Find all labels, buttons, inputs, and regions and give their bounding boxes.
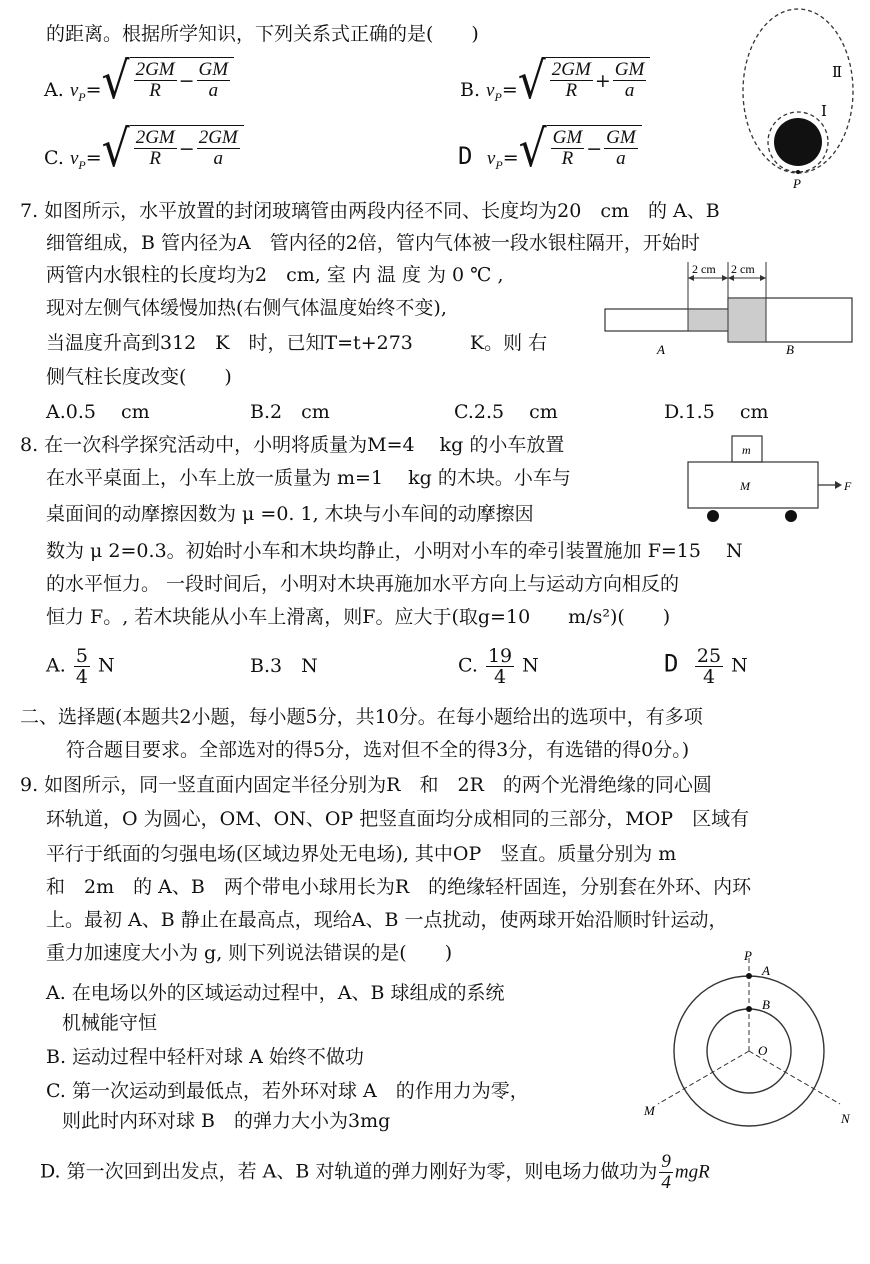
vp-subscript: P: [78, 89, 86, 104]
sqrt-sign: √: [101, 120, 130, 179]
vp-subscript: P: [494, 89, 502, 104]
option-text: A. 在电场以外的区域运动过程中，A、B 球组成的系统: [46, 982, 505, 1004]
frac-den: R: [561, 148, 574, 169]
label-a: A: [657, 342, 665, 357]
q6-option-c[interactable]: [44, 120, 244, 179]
frac-den: 4: [661, 1172, 671, 1193]
frac-den: a: [213, 148, 223, 169]
line-on: [749, 1051, 840, 1104]
unit: N: [516, 654, 539, 677]
frac-num: 25: [696, 645, 722, 667]
minus: −: [178, 69, 195, 92]
label-n: N: [841, 1111, 850, 1126]
q7-line-6: 侧气柱长度改变( ): [46, 366, 232, 388]
q8-cart-figure: [680, 430, 860, 530]
q8-option-a[interactable]: [46, 646, 115, 687]
q7-line-5: 当温度升高到312 K 时，已知T=t+273 K。则 右: [46, 332, 548, 354]
vp-symbol: v: [486, 80, 495, 101]
q9-option-d[interactable]: [40, 1152, 710, 1193]
sqrt-sign: √: [518, 120, 547, 179]
frac-num: 9: [661, 1151, 671, 1172]
section2-heading-cont: 符合题目要求。全部选对的得5分，选对但不全的得3分，有选错的得0分。): [66, 739, 690, 761]
frac-den: R: [565, 80, 578, 101]
label-p: P: [793, 176, 801, 191]
planet: [774, 118, 822, 166]
label-b: B: [786, 342, 794, 357]
q7-line-1: 7. 如图所示，水平放置的封闭玻璃管由两段内径不同、长度均为20 cm 的 A、B: [20, 200, 720, 222]
q9-line-4: 和 2m 的 A、B 两个带电小球用长为R 的绝缘轻杆固连，分别套在外环、内环: [46, 876, 752, 898]
q8-line-3: 桌面间的动摩擦因数为 μ =0. 1, 木块与小车间的动摩擦因: [46, 503, 534, 525]
frac-num: GM: [606, 127, 636, 148]
q8-option-d[interactable]: [664, 646, 748, 687]
q6-option-b[interactable]: [460, 52, 650, 111]
frac-num: 5: [75, 645, 88, 667]
q9-line-1: 9. 如图所示，同一竖直面内固定半径分别为R 和 2R 的两个光滑绝缘的同心圆: [20, 774, 712, 796]
dim-label-a: 2 cm: [692, 262, 716, 276]
frac-den: a: [616, 148, 626, 169]
frac-num: 2GM: [135, 127, 175, 148]
q9-line-5: 上。最初 A、B 静止在最高点，现给A、B 一点扰动，使两球开始沿顺时针运动，: [46, 909, 728, 931]
cart-m: [688, 462, 818, 508]
q7-option-a[interactable]: A.0.5 cm: [46, 401, 150, 423]
unit: N: [91, 654, 115, 677]
q8-option-b[interactable]: B.3 N: [250, 655, 318, 677]
q7-option-b[interactable]: B.2 cm: [250, 401, 330, 423]
frac-num: GM: [552, 127, 583, 148]
q9-line-3: 平行于纸面的匀强电场(区域边界处无电场), 其中OP 竖直。质量分别为 m: [46, 843, 677, 865]
q8-line-6: 恒力 F。, 若木块能从小车上滑离，则F。应大于(取g=10 m/s²)( ): [46, 606, 671, 628]
ball-b: [746, 1006, 752, 1012]
q7-option-c[interactable]: C.2.5 cm: [454, 401, 558, 423]
option-text: C. 第一次运动到最低点，若外环对球 A 的作用力为零，: [46, 1080, 529, 1102]
line-om: [658, 1051, 749, 1104]
q7-line-2: 细管组成，B 管内径为A 管内径的2倍，管内气体被一段水银柱隔开，开始时: [46, 232, 700, 254]
vp-subscript: P: [78, 157, 86, 172]
frac-den: 4: [494, 666, 507, 688]
q7-line-4: 现对左侧气体缓慢加热(右侧气体温度始终不变),: [46, 297, 447, 319]
frac-num: GM: [614, 59, 645, 80]
label-p: P: [744, 948, 752, 963]
frac-den: 4: [702, 666, 716, 688]
frac-den: R: [149, 80, 161, 101]
q9-line-6: 重力加速度大小为 g, 则下列说法错误的是( ): [46, 942, 453, 964]
option-label: A.: [44, 79, 70, 101]
option-label: D: [458, 142, 487, 170]
q9-option-a[interactable]: [46, 980, 505, 1036]
frac-num: 2GM: [135, 59, 175, 80]
equals: =: [85, 147, 102, 169]
option-tail: mgR: [674, 1161, 710, 1183]
sqrt-sign: √: [517, 52, 546, 111]
option-label: C.: [458, 654, 484, 677]
option-text: D. 第一次回到出发点，若 A、B 对轨道的弹力刚好为零，则电场力做功为: [40, 1160, 658, 1183]
vp-symbol: v: [486, 148, 496, 169]
label-f: F: [844, 479, 852, 493]
minus: −: [586, 137, 603, 160]
q8-option-c[interactable]: [458, 646, 539, 687]
option-label: A.: [46, 654, 72, 677]
frac-den: R: [149, 148, 162, 169]
frac-den: 4: [75, 666, 88, 688]
q9-line-2: 环轨道，O 为圆心，OM、ON、OP 把竖直面均分成相同的三部分，MOP 区域有: [46, 808, 750, 830]
mercury-a: [688, 309, 728, 331]
label-m: m: [742, 443, 751, 457]
option-label: C.: [44, 147, 70, 169]
q6-orbit-figure: [735, 5, 865, 195]
frac-num: 19: [487, 645, 513, 667]
q8-line-2: 在水平桌面上，小车上放一质量为 m=1 kg 的木块。小车与: [46, 467, 571, 489]
option-label: D: [664, 649, 693, 678]
mercury-b: [728, 298, 766, 342]
label-o: O: [758, 1043, 768, 1058]
minus: −: [178, 137, 195, 160]
equals: =: [502, 147, 519, 169]
q7-option-d[interactable]: D.1.5 cm: [664, 401, 769, 423]
vp-symbol: v: [69, 80, 79, 101]
equals: =: [501, 79, 518, 101]
q7-line-3: 两管内水银柱的长度均为2 cm, 室 内 温 度 为 0 ℃ ,: [46, 264, 504, 286]
vp-symbol: v: [69, 148, 79, 169]
ball-a: [746, 973, 752, 979]
frac-num: 2GM: [198, 127, 238, 148]
q6-intro: 的距离。根据所学知识，下列关系式正确的是( ): [46, 23, 479, 45]
q8-line-5: 的水平恒力。 一段时间后，小明对木块再施加水平方向上与运动方向相反的: [46, 573, 680, 595]
point-p: [796, 170, 800, 174]
label-m: M: [644, 1103, 655, 1118]
q9-ring-figure: [636, 945, 861, 1130]
wheel-left: [707, 510, 719, 522]
q6-option-d[interactable]: [458, 120, 642, 179]
vp-subscript: P: [495, 157, 503, 172]
sqrt-sign: √: [101, 52, 130, 111]
dim-label-b: 2 cm: [731, 262, 755, 276]
plus: +: [594, 69, 611, 92]
q7-tube-figure: [600, 258, 860, 362]
frac-den: a: [208, 80, 219, 101]
frac-num: GM: [198, 59, 229, 80]
q9-option-c[interactable]: [46, 1078, 529, 1134]
option-text-cont: 机械能守恒: [62, 1012, 158, 1034]
unit: N: [725, 654, 748, 677]
equals: =: [85, 79, 102, 101]
frac-num: 2GM: [551, 59, 591, 80]
option-text-cont: 则此时内环对球 B 的弹力大小为3mg: [62, 1110, 391, 1132]
q6-option-a[interactable]: [44, 52, 234, 111]
option-label: B.: [460, 79, 487, 101]
label-b: B: [762, 997, 770, 1012]
label-a: A: [762, 963, 770, 978]
q8-line-4: 数为 μ 2=0.3。初始时小车和木块均静止，小明对小车的牵引装置施加 F=15 N: [46, 540, 743, 562]
label-i: Ⅰ: [821, 104, 827, 120]
label-big-m: M: [740, 479, 750, 493]
label-ii: Ⅱ: [832, 65, 843, 81]
q9-option-b[interactable]: B. 运动过程中轻杆对球 A 始终不做功: [46, 1046, 364, 1068]
frac-den: a: [624, 80, 635, 101]
q8-line-1: 8. 在一次科学探究活动中，小明将质量为M=4 kg 的小车放置: [20, 434, 565, 456]
section2-heading: 二、选择题(本题共2小题，每小题5分，共10分。在每小题给出的选项中，有多项: [20, 706, 703, 728]
wheel-right: [785, 510, 797, 522]
